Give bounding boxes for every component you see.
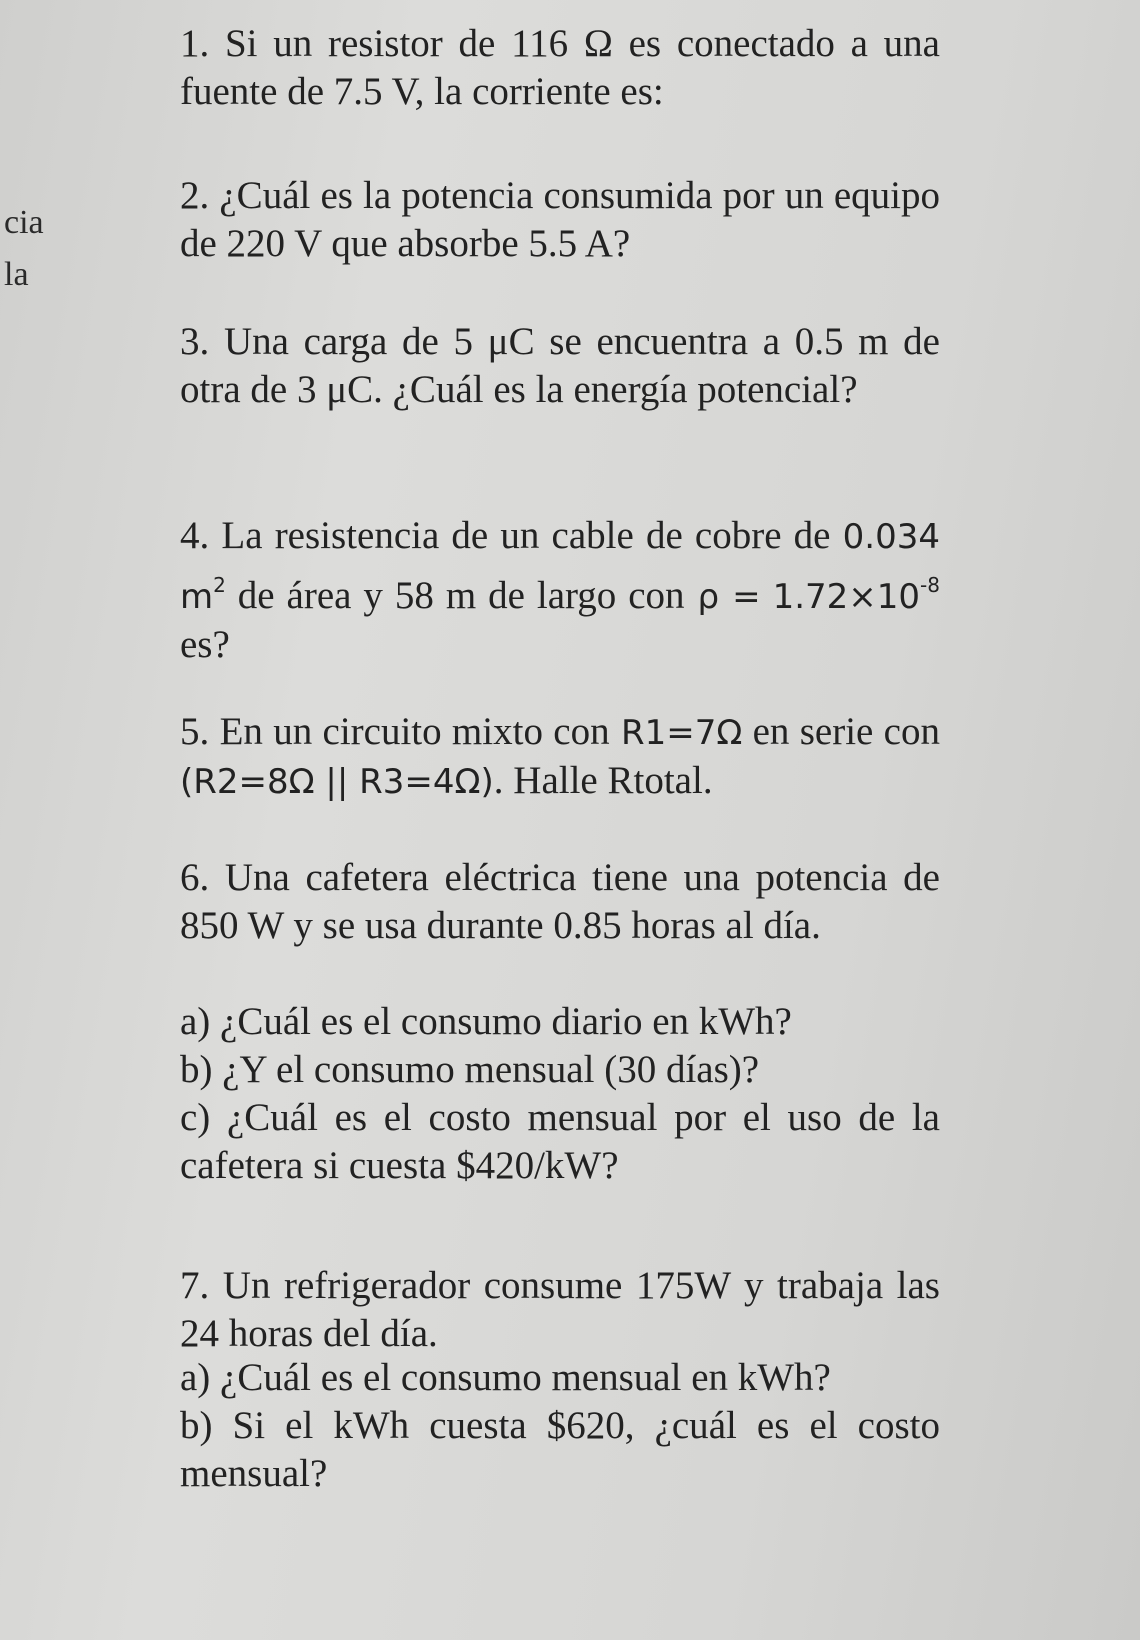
problem-1	[180, 20, 940, 116]
problem-1-text: 1. Si un resistor de 116 Ω es conectado a una fuente de 7.5 V, la corriente es:	[180, 22, 940, 113]
problem-4-intro: 4. La resistencia de un cable de cobre de	[180, 514, 831, 557]
problem-7b: b) Si el kWh cuesta $620, ¿cuál es el costo mensual?	[180, 1404, 940, 1495]
problem-4-end: es?	[180, 623, 230, 666]
problem-6-text: 6. Una cafetera eléctrica tiene una potencia de 850 W y se usa durante 0.85 horas al día.	[180, 856, 940, 947]
rho-symbol: ρ =	[684, 577, 761, 617]
problem-7-subquestions	[180, 1354, 940, 1498]
parallel-expression: (R2=8Ω || R3=4Ω)	[180, 762, 494, 802]
problem-5-intro: 5. En un circuito mixto con	[180, 710, 610, 753]
rho-value: 1.72×10	[772, 577, 921, 617]
margin-text-fragment: la	[4, 256, 29, 293]
problem-4	[180, 512, 940, 669]
problem-3	[180, 318, 940, 414]
problem-6	[180, 854, 940, 950]
problem-6a: a) ¿Cuál es el consumo diario en kWh?	[180, 1000, 792, 1043]
problem-5	[180, 708, 940, 806]
problem-2-text: 2. ¿Cuál es la potencia consumida por un equipo de 220 V que absorbe 5.5 A?	[180, 174, 940, 265]
problem-3-text: 3. Una carga de 5 μC se encuentra a 0.5 m de otra de 3 μC. ¿Cuál es la energía potencial?	[180, 320, 940, 411]
area-value: 0.034 m	[180, 517, 940, 617]
problem-4-text	[180, 512, 940, 669]
margin-text-fragment: cia	[4, 204, 44, 241]
problem-5-text	[180, 708, 940, 806]
problem-7	[180, 1262, 940, 1358]
problem-5-end: . Halle Rtotal.	[493, 759, 713, 802]
area-exponent: 2	[213, 573, 226, 597]
r1-expression: R1=7Ω	[609, 713, 743, 753]
problem-2	[180, 172, 940, 268]
problem-6b: b) ¿Y el consumo mensual (30 días)?	[180, 1048, 760, 1091]
problem-6-subquestions	[180, 998, 940, 1190]
rho-exponent: -8	[920, 573, 940, 597]
problem-5-middle: en serie con	[742, 710, 940, 753]
problem-7-text: 7. Un refrigerador consume 175W y trabaja las 24 horas del día.	[180, 1264, 940, 1355]
problem-6c: c) ¿Cuál es el costo mensual por el uso de la cafetera si cuesta $420/kW?	[180, 1096, 940, 1187]
problem-7a: a) ¿Cuál es el consumo mensual en kWh?	[180, 1356, 831, 1399]
problem-4-middle: de área y 58 m de largo con	[225, 574, 685, 617]
